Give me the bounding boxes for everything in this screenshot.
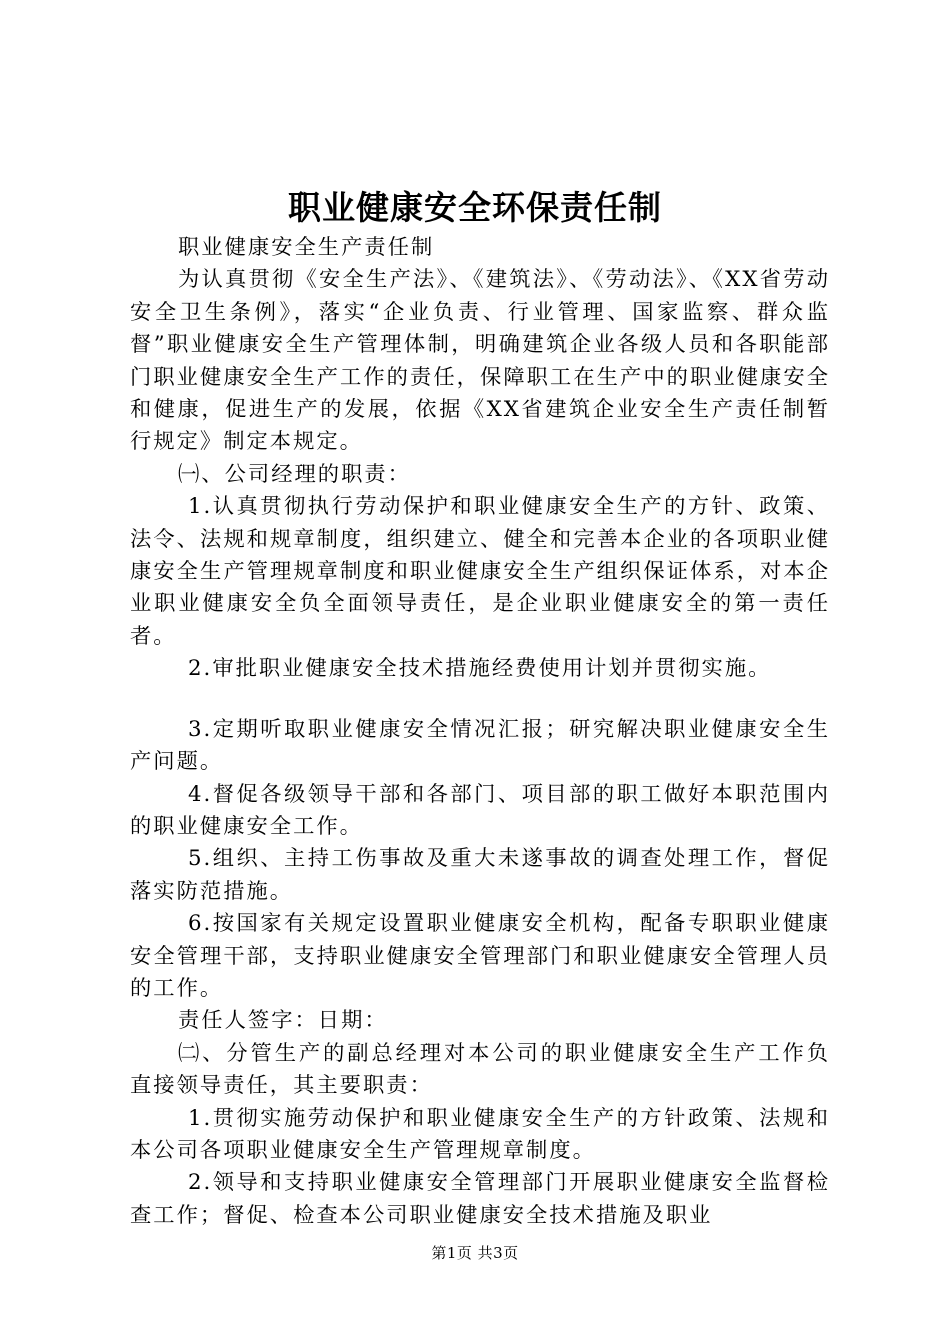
duty-item: 6.按国家有关规定设置职业健康安全机构，配备专职职业健康安全管理干部，支持职业健康安全管理部门和职业健康安全管理人员的工作。 [130, 911, 830, 1001]
duty-item: 2.领导和支持职业健康安全管理部门开展职业健康安全监督检查工作；督促、检查本公司职业健康安全技术措施及职业 [130, 1170, 830, 1228]
section-heading-manager: ㈠、公司经理的职责： [178, 461, 411, 487]
duty-item: 4.督促各级领导干部和各部门、项目部的职工做好本职范围内的职业健康安全工作。 [130, 781, 830, 839]
document-body [130, 232, 830, 1232]
intro-paragraph: 为认真贯彻《安全生产法》、《建筑法》、《劳动法》、《XX省劳动安全卫生条例》，落实“企业负责、行业管理、国家监察、群众监督”职业健康安全生产管理体制，明确建筑企业各级人员和各职能部门职业健康安全生产工作的责任，保障职工在生产中的职业健康安全和健康，促进生产的发展，依据《XX省建筑企业安全生产责任制暂行规定》制定本规定。 [130, 267, 830, 455]
section-heading-vice-manager: ㈡、分管生产的副总经理对本公司的职业健康安全生产工作负直接领导责任，其主要职责： [130, 1040, 830, 1099]
duty-item: 1.认真贯彻执行劳动保护和职业健康安全生产的方针、政策、法令、法规和规章制度，组织建立、健全和完善本企业的各项职业健康安全生产管理规章制度和职业健康安全生产组织保证体系，对本企业职业健康安全负全面领导责任，是企业职业健康安全的第一责任者。 [130, 494, 830, 649]
signature-line: 责任人签字：日期： [178, 1008, 388, 1034]
document-title: 职业健康安全环保责任制 [288, 188, 662, 227]
duty-item: 3.定期听取职业健康安全情况汇报；研究解决职业健康安全生产问题。 [130, 716, 830, 775]
page-number-footer: 第1页 共3页 [431, 1244, 519, 1262]
duty-item: 2.审批职业健康安全技术措施经费使用计划并贯彻实施。 [188, 656, 772, 682]
blank-line [130, 686, 830, 714]
duty-item: 1.贯彻实施劳动保护和职业健康安全生产的方针政策、法规和本公司各项职业健康安全生产管理规章制度。 [130, 1105, 830, 1163]
duty-item: 5.组织、主持工伤事故及重大未遂事故的调查处理工作，督促落实防范措施。 [130, 846, 830, 904]
section-heading: 职业健康安全生产责任制 [178, 235, 435, 260]
